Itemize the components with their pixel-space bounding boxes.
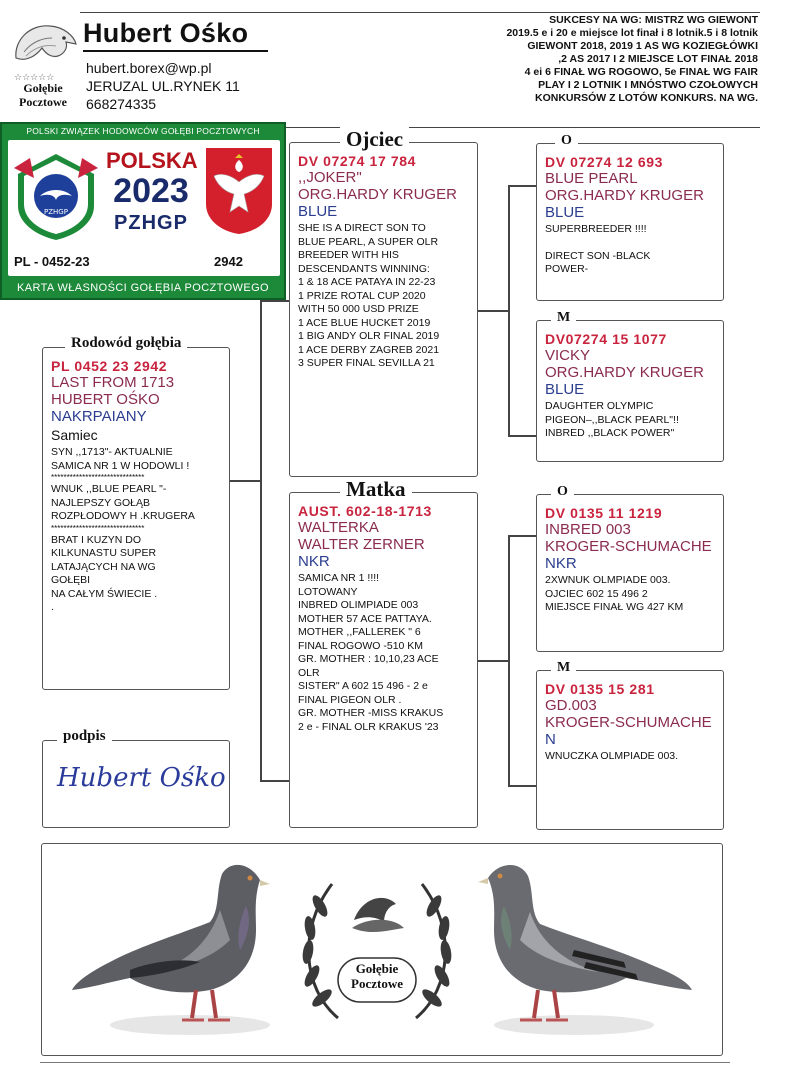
desc-line: PIGEON–,,BLACK PEARL"!!	[545, 413, 679, 426]
mother-mother-title: M	[551, 660, 576, 676]
desc-line: SAMICA NR 1 !!!!	[298, 572, 380, 584]
card-country: POLSKA	[106, 148, 198, 173]
pigeon-sex: Samiec	[51, 427, 98, 443]
father-mother-box	[536, 310, 724, 462]
mother-father-breeder: KROGER-SCHUMACHE	[545, 538, 712, 555]
father-father-box	[536, 133, 724, 301]
desc-line: MOTHER 57 ACE PATTAYA.	[298, 612, 432, 625]
desc-line: BREEDER WITH HIS	[298, 249, 399, 261]
desc-line: DAUGHTER OLYMPIC	[545, 400, 654, 412]
pigeon-photo-panel	[41, 843, 723, 1056]
card-body	[8, 140, 280, 276]
desc-line: POWER-	[545, 263, 589, 275]
father-breeder: ORG.HARDY KRUGER	[298, 186, 457, 203]
desc-line: NA CAŁYM ŚWIECIE .	[51, 587, 158, 600]
desc-line: 2XWNUK OLMPIADE 003.	[545, 574, 671, 586]
success-line: SUKCESY NA WG: MISTRZ WG GIEWONT	[549, 14, 758, 26]
success-line: ,2 AS 2017 I 2 MIEJSCE LOT FINAŁ 2018	[558, 53, 758, 65]
connector	[508, 535, 536, 537]
desc-line: 1 BIG ANDY OLR FINAL 2019	[298, 330, 440, 342]
success-line: 4 ei 6 FINAŁ WG ROGOWO, 5e FINAŁ WG FAIR	[524, 66, 758, 78]
father-name: ,,JOKER"	[298, 169, 362, 186]
desc-line: 1 ACE DERBY ZAGREB 2021	[298, 343, 440, 356]
card-year: 2023	[113, 172, 189, 210]
card-ring: PL - 0452-23	[14, 254, 90, 269]
desc-line: 1 & 18 ACE PATAYA IN 22-23	[298, 276, 436, 288]
desc-line: SHE IS A DIRECT SON TO	[298, 222, 426, 234]
bottom-logo-line2: Pocztowe	[351, 976, 403, 991]
svg-text:☆☆☆☆☆: ☆☆☆☆☆	[14, 73, 55, 83]
father-father-color: BLUE	[545, 204, 585, 221]
desc-line: LATAJĄCYCH NA WG	[51, 560, 156, 573]
connector	[508, 185, 536, 187]
desc-line: SUPERBREEDER !!!!	[545, 223, 647, 235]
father-title: Ojciec	[340, 127, 409, 152]
connector	[230, 480, 260, 482]
mother-father-description	[545, 574, 715, 615]
desc-line: WITH 50 000 USD PRIZE	[298, 303, 419, 315]
desc-line: ROZPŁODOWY H .KRUGERA	[51, 510, 195, 522]
connector	[260, 780, 289, 782]
signature-title: podpis	[57, 728, 112, 745]
pzhgp-emblem-icon	[10, 144, 102, 244]
father-mother-title: M	[551, 310, 576, 326]
logo-text-1: Gołębie	[23, 81, 63, 95]
mother-mother-color: N	[545, 731, 556, 748]
success-line: GIEWONT 2018, 2019 1 AS WG KOZIEGŁÓWKI	[527, 40, 758, 52]
desc-line: INBRED OLIMPIADE 003	[298, 599, 419, 611]
pigeon-name: LAST FROM 1713	[51, 374, 175, 391]
father-father-name: BLUE PEARL	[545, 170, 638, 187]
card-header-text: POLSKI ZWIĄZEK HODOWCÓW GOŁĘBI POCZTOWYCH	[26, 126, 260, 136]
father-mother-name: VICKY	[545, 347, 591, 364]
mother-father-name: INBRED 003	[545, 521, 631, 538]
desc-line: NAJLEPSZY GOŁĄB	[51, 496, 151, 509]
mother-ring: AUST. 602-18-1713	[298, 503, 432, 519]
card-org: PZHGP	[114, 212, 188, 234]
connector	[508, 435, 536, 437]
connector	[260, 300, 289, 302]
desc-line: FINAL PIGEON OLR .	[298, 693, 402, 706]
connector	[478, 660, 508, 662]
pigeon-color: NAKRPAIANY	[51, 408, 147, 425]
golebie-pocztowe-logo	[6, 18, 80, 116]
desc-line: 1 PRIZE ROTAL CUP 2020	[298, 289, 426, 302]
laurel-logo-icon	[292, 858, 462, 1038]
desc-line: MIEJSCE FINAŁ WG 427 KM	[545, 601, 684, 613]
father-box	[289, 127, 478, 477]
owner-email[interactable]: hubert.borex@wp.pl	[86, 60, 212, 76]
desc-line: SAMICA NR 1 W HODOWLI !	[51, 459, 190, 472]
mother-description	[298, 572, 469, 734]
desc-line: OJCIEC 602 15 496 2	[545, 587, 648, 600]
desc-line: WNUCZKA OLMPIADE 003.	[545, 750, 679, 762]
father-father-title: O	[555, 133, 578, 149]
card-number: 2942	[214, 254, 243, 269]
header-top-rule	[80, 12, 760, 13]
desc-line: 1 ACE BLUE HUCKET 2019	[298, 316, 431, 329]
pigeon-ring: PL 0452 23 2942	[51, 358, 168, 374]
connector	[508, 535, 510, 785]
mother-father-ring: DV 0135 11 1219	[545, 505, 663, 521]
mother-box	[289, 477, 478, 828]
owner-phone: 668274335	[86, 96, 157, 112]
desc-line: MOTHER ,,FALLEREK " 6	[298, 626, 421, 638]
mother-mother-description	[545, 750, 715, 764]
owner-name: Hubert Ośko	[83, 18, 249, 48]
ownership-card	[0, 122, 286, 300]
owner-name-underline	[83, 50, 268, 52]
father-mother-breeder: ORG.HARDY KRUGER	[545, 364, 704, 381]
father-father-breeder: ORG.HARDY KRUGER	[545, 187, 704, 204]
desc-line: ******************************	[51, 473, 145, 482]
mother-father-color: NKR	[545, 555, 577, 572]
desc-line: GOŁĘBI	[51, 574, 91, 586]
polish-eagle-icon	[204, 146, 274, 236]
desc-line: SISTER" A 602 15 496 - 2 e	[298, 680, 428, 692]
desc-line: DIRECT SON -BLACK	[545, 249, 651, 262]
mother-name: WALTERKA	[298, 519, 379, 536]
emblem-text: PZHGP	[44, 208, 68, 216]
bottom-logo-line1: Gołębie	[355, 961, 399, 976]
logo-text-2: Pocztowe	[19, 95, 67, 109]
pigeon-box	[42, 335, 230, 690]
desc-line: ******************************	[51, 523, 145, 533]
handwritten-signature: Hubert Ośko	[57, 763, 226, 793]
desc-line: SYN ,,1713"- AKTUALNIE	[51, 446, 173, 458]
desc-line	[545, 237, 715, 250]
card-footer-text: KARTA WŁASNOŚCI GOŁĘBIA POCZTOWEGO	[17, 282, 269, 294]
desc-line: WNUK ,,BLUE PEARL "-	[51, 483, 167, 495]
success-line: PLAY I 2 LOTNIK I MNÓSTWO CZOŁOWYCH	[538, 79, 758, 91]
desc-line: .	[51, 601, 54, 613]
mother-color: NKR	[298, 553, 330, 570]
father-mother-description	[545, 400, 715, 441]
successes-list	[438, 14, 758, 105]
bottom-rule	[40, 1062, 730, 1063]
father-father-description	[545, 223, 715, 277]
owner-address: JERUZAL UL.RYNEK 11	[86, 78, 240, 94]
mother-mother-breeder: KROGER-SCHUMACHE	[545, 714, 712, 731]
desc-line: FINAL ROGOWO -510 KM	[298, 639, 424, 652]
desc-line: GR. MOTHER -MISS KRAKUS	[298, 707, 444, 719]
desc-line: 3 SUPER FINAL SEVILLA 21	[298, 357, 435, 369]
father-mother-color: BLUE	[545, 381, 585, 398]
connector	[508, 785, 536, 787]
signature-box	[42, 728, 230, 828]
success-line: 2019.5 e i 20 e miejsce lot finał i 8 lotnik.5 i 8 lotnik	[506, 27, 758, 39]
mother-breeder: WALTER ZERNER	[298, 536, 425, 553]
desc-line: LOTOWANY	[298, 585, 358, 598]
desc-line: BRAT I KUZYN DO	[51, 533, 142, 546]
desc-line: 2 e - FINAL OLR KRAKUS '23	[298, 720, 439, 733]
connector	[260, 300, 262, 780]
mother-title: Matka	[340, 477, 412, 502]
bottom-logo-text	[338, 961, 416, 991]
desc-line: DESCENDANTS WINNING:	[298, 262, 430, 275]
father-description	[298, 222, 469, 371]
desc-line: OLR	[298, 666, 320, 679]
desc-line: GR. MOTHER : 10,10,23 ACE	[298, 653, 439, 665]
pigeon-left-image	[70, 850, 280, 1045]
mother-mother-box	[536, 660, 724, 830]
father-father-ring: DV 07274 12 693	[545, 154, 663, 170]
desc-line: INBRED ,,BLACK POWER"	[545, 427, 675, 439]
mother-mother-ring: DV 0135 15 281	[545, 681, 655, 697]
mother-mother-name: GD.003	[545, 697, 597, 714]
mother-father-title: O	[551, 484, 574, 500]
connector	[508, 185, 510, 435]
father-ring: DV 07274 17 784	[298, 153, 416, 169]
eagle-icon	[6, 18, 80, 88]
pigeon-breeder: HUBERT OŚKO	[51, 391, 160, 408]
father-color: BLUE	[298, 203, 338, 220]
connector	[478, 310, 508, 312]
mother-father-box	[536, 484, 724, 652]
father-mother-ring: DV07274 15 1077	[545, 331, 667, 347]
pigeon-description	[51, 446, 221, 615]
pigeon-box-title: Rodowód gołębia	[65, 335, 187, 352]
pigeon-right-image	[474, 850, 704, 1045]
desc-line: BLUE PEARL, A SUPER OLR	[298, 235, 439, 248]
desc-line: KILKUNASTU SUPER	[51, 547, 157, 559]
success-line: KONKURSÓW Z LOTÓW KONKURS. NA WG.	[534, 92, 758, 104]
